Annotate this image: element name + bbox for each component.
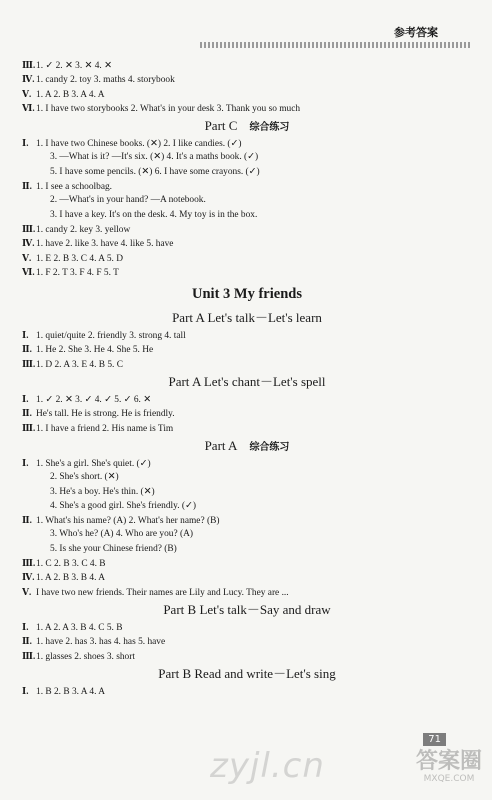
section-numeral: Ⅱ.	[22, 181, 32, 192]
answer-line	[22, 392, 472, 406]
part-heading	[22, 437, 472, 456]
answer-text: 1. A 2. B 3. A 4. A	[36, 89, 105, 100]
answer-text: I have two new friends. Their names are Lily and Lucy. They are ...	[36, 587, 289, 598]
answer-text: 3. He's a boy. He's thin. (✕)	[50, 486, 155, 497]
section-numeral: Ⅲ.	[22, 223, 36, 234]
answer-line	[22, 265, 472, 279]
watermark-right	[416, 750, 482, 784]
answer-line	[22, 406, 472, 420]
answer-text: 1. What's his name? (A) 2. What's her name? (B)	[36, 516, 220, 527]
answer-line	[22, 251, 472, 265]
answer-text: 1. ✓ 2. ✕ 3. ✓ 4. ✓ 5. ✓ 6. ✕	[36, 395, 152, 406]
watermark-left: zyjl.cn	[210, 746, 325, 786]
page-header-title: 参考答案	[394, 26, 438, 39]
answer-line	[22, 570, 472, 584]
answer-text: 2. —What's in your hand? —A notebook.	[50, 195, 206, 206]
unit-heading: Unit 3 My friends	[192, 286, 302, 303]
section-numeral: Ⅲ.	[22, 558, 36, 569]
answer-text: 1. candy 2. toy 3. maths 4. storybook	[36, 75, 175, 86]
part-heading-text: Part B Read and write－Let's sing	[158, 665, 336, 681]
answer-line	[22, 634, 472, 648]
answer-text: 5. I have some pencils. (✕) 6. I have some crayons. (✓)	[50, 166, 260, 177]
answer-line	[22, 58, 472, 72]
section-numeral: Ⅱ.	[22, 636, 32, 647]
section-numeral: Ⅰ.	[22, 394, 29, 405]
watermark-right-url: MXQE.COM	[423, 774, 475, 784]
watermark-right-logo: 答案圈	[415, 749, 482, 774]
section-numeral: Ⅴ.	[22, 586, 32, 597]
answer-text: 1. glasses 2. shoes 3. short	[36, 651, 135, 662]
answer-line	[22, 649, 472, 663]
section-numeral: Ⅱ.	[22, 408, 32, 419]
answer-text: 1. He 2. She 3. He 4. She 5. He	[36, 345, 154, 356]
answer-text: 1. D 2. A 3. E 4. B 5. C	[36, 359, 123, 370]
part-heading-text: Part A Let's chant－Let's spell	[168, 374, 326, 390]
answer-line	[22, 357, 472, 371]
part-heading-text: Part C	[204, 118, 238, 134]
answer-text: 1. She's a girl. She's quiet. (✓)	[36, 458, 151, 469]
section-numeral: Ⅲ.	[22, 650, 36, 661]
answer-text: 4. She's a good girl. She's friendly. (✓)	[50, 500, 197, 511]
answer-line	[22, 499, 472, 513]
answer-line	[22, 193, 472, 207]
answer-line	[22, 222, 472, 236]
section-numeral: Ⅳ.	[22, 238, 35, 249]
section-numeral: Ⅰ.	[22, 621, 29, 632]
part-heading-text: Part A	[204, 437, 238, 453]
answer-text: 3. —What is it? —It's six. (✕) 4. It's a maths book. (✓)	[50, 152, 259, 163]
section-numeral: Ⅵ.	[22, 102, 35, 113]
answer-line	[22, 87, 472, 101]
answer-line	[22, 421, 472, 435]
answer-text: 2. She's short. (✕)	[50, 472, 119, 483]
answer-text: 3. Who's he? (A) 4. Who are you? (A)	[50, 529, 193, 540]
answer-text: 1. candy 2. key 3. yellow	[36, 224, 131, 235]
answer-line	[22, 684, 472, 698]
answer-line	[22, 470, 472, 484]
section-numeral: Ⅱ.	[22, 344, 32, 355]
answer-line	[22, 72, 472, 86]
answer-line	[22, 150, 472, 164]
answer-line	[22, 542, 472, 556]
answer-line	[22, 342, 472, 356]
answer-content	[22, 58, 472, 698]
section-numeral: Ⅰ.	[22, 685, 29, 696]
section-numeral: Ⅴ.	[22, 252, 32, 263]
section-numeral: Ⅰ.	[22, 457, 29, 468]
part-heading	[22, 373, 472, 392]
answer-line	[22, 456, 472, 470]
answer-text: 1. C 2. B 3. C 4. B	[36, 559, 106, 570]
answer-text: 1. F 2. T 3. F 4. F 5. T	[36, 267, 119, 278]
part-heading-sub: 综合练习	[249, 122, 290, 134]
part-heading	[22, 601, 472, 620]
answer-text: 1. I have two Chinese books. (✕) 2. I like candies. (✓)	[36, 139, 242, 150]
answer-text: 3. I have a key. It's on the desk. 4. My toy is in the box.	[50, 209, 258, 220]
section-numeral: Ⅰ.	[22, 138, 29, 149]
answer-text: 1. I see a schoolbag.	[36, 182, 113, 193]
section-numeral: Ⅵ.	[22, 266, 35, 277]
answer-text: 1. ✓ 2. ✕ 3. ✕ 4. ✕	[36, 61, 112, 71]
section-numeral: Ⅲ.	[22, 60, 36, 70]
header-rule	[200, 42, 472, 48]
page-number: 71	[423, 733, 446, 746]
answer-line	[22, 513, 472, 527]
answer-line	[22, 527, 472, 541]
answer-text: 1. I have two storybooks 2. What's in your desk 3. Thank you so much	[36, 103, 301, 114]
answer-text: 1. quiet/quite 2. friendly 3. strong 4. tall	[36, 331, 186, 342]
answer-line	[22, 556, 472, 570]
section-numeral: Ⅳ.	[22, 572, 35, 583]
answer-text: He's tall. He is strong. He is friendly.	[36, 409, 175, 420]
part-heading-text: Part B Let's talk－Say and draw	[163, 601, 331, 617]
answer-text: 1. B 2. B 3. A 4. A	[36, 686, 106, 697]
part-heading-sub: 综合练习	[249, 441, 290, 453]
section-numeral: Ⅳ.	[22, 74, 35, 85]
answer-text: 1. have 2. like 3. have 4. like 5. have	[36, 239, 174, 250]
section-numeral: Ⅴ.	[22, 88, 32, 99]
answer-line	[22, 328, 472, 342]
answer-line	[22, 236, 472, 250]
answer-line	[22, 620, 472, 634]
answer-text: 1. I have a friend 2. His name is Tim	[36, 423, 174, 434]
answer-line	[22, 585, 472, 599]
answer-line	[22, 136, 472, 150]
answer-text: 1. A 2. A 3. B 4. C 5. B	[36, 622, 123, 633]
section-numeral: Ⅲ.	[22, 422, 36, 433]
section-numeral: Ⅲ.	[22, 358, 36, 369]
answer-text: 1. A 2. B 3. B 4. A	[36, 573, 106, 584]
answer-text: 5. Is she your Chinese friend? (B)	[50, 543, 177, 554]
answer-text: 1. have 2. has 3. has 4. has 5. have	[36, 637, 166, 648]
part-heading	[22, 665, 472, 684]
answer-text: 1. E 2. B 3. C 4. A 5. D	[36, 253, 123, 264]
part-heading-text: Part A Let's talk－Let's learn	[172, 310, 322, 326]
answer-line	[22, 179, 472, 193]
answer-line	[22, 208, 472, 222]
part-heading	[22, 309, 472, 328]
answer-line	[22, 101, 472, 115]
answer-line	[22, 165, 472, 179]
answer-line	[22, 485, 472, 499]
section-numeral: Ⅱ.	[22, 515, 32, 526]
part-heading	[22, 117, 472, 136]
section-numeral: Ⅰ.	[22, 330, 29, 341]
